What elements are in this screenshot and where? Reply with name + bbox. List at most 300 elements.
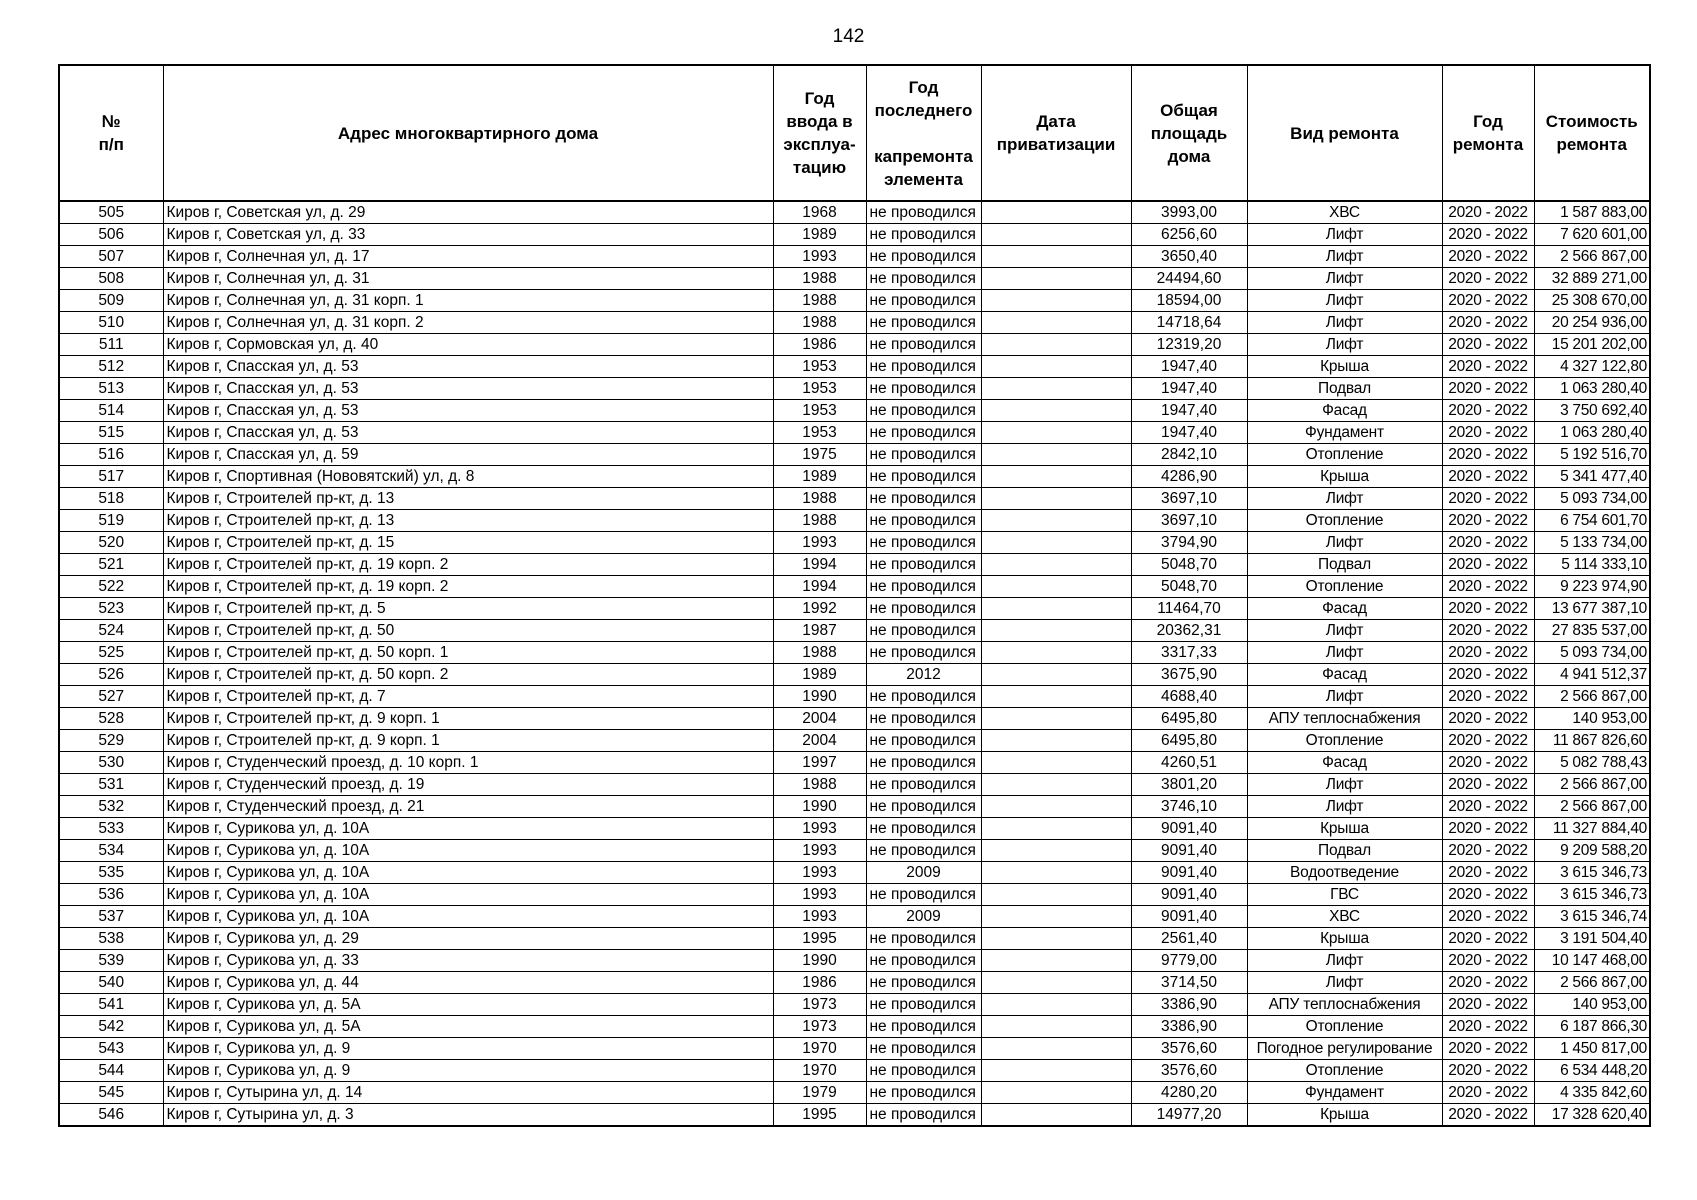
table-row [59,488,1650,510]
cell-repair-year: 2020 - 2022 [1442,1016,1534,1038]
cell-address: Киров г, Сутырина ул, д. 14 [163,1082,773,1104]
cell-privatization [981,642,1131,664]
cell-cost: 9 209 588,20 [1534,840,1650,862]
cell-year-built: 1988 [773,312,866,334]
cell-repair-year: 2020 - 2022 [1442,620,1534,642]
cell-num: 518 [59,488,163,510]
cell-privatization [981,752,1131,774]
cell-year-built: 1986 [773,972,866,994]
cell-last-repair: не проводился [866,620,981,642]
cell-last-repair: не проводился [866,488,981,510]
cell-year-built: 1973 [773,1016,866,1038]
cell-address: Киров г, Солнечная ул, д. 17 [163,246,773,268]
table-row [59,752,1650,774]
cell-repair-year: 2020 - 2022 [1442,466,1534,488]
table-row [59,906,1650,928]
cell-cost: 10 147 468,00 [1534,950,1650,972]
table-row [59,422,1650,444]
cell-area: 3675,90 [1131,664,1247,686]
table-row [59,642,1650,664]
cell-privatization [981,444,1131,466]
cell-year-built: 1970 [773,1038,866,1060]
cell-address: Киров г, Советская ул, д. 29 [163,201,773,224]
cell-area: 1947,40 [1131,400,1247,422]
table-row [59,664,1650,686]
cell-year-built: 1975 [773,444,866,466]
cell-repair-type: Крыша [1247,818,1442,840]
cell-year-built: 1953 [773,378,866,400]
cell-repair-type: Отопление [1247,444,1442,466]
cell-repair-year: 2020 - 2022 [1442,246,1534,268]
cell-address: Киров г, Сурикова ул, д. 10А [163,818,773,840]
cell-cost: 3 191 504,40 [1534,928,1650,950]
cell-address: Киров г, Строителей пр-кт, д. 50 [163,620,773,642]
table-row [59,840,1650,862]
cell-privatization [981,1016,1131,1038]
cell-area: 20362,31 [1131,620,1247,642]
cell-address: Киров г, Сурикова ул, д. 10А [163,862,773,884]
cell-num: 514 [59,400,163,422]
cell-num: 510 [59,312,163,334]
cell-repair-type: Водоотведение [1247,862,1442,884]
cell-num: 541 [59,994,163,1016]
cell-address: Киров г, Сурикова ул, д. 9 [163,1060,773,1082]
cell-last-repair: не проводился [866,554,981,576]
cell-privatization [981,906,1131,928]
cell-cost: 17 328 620,40 [1534,1104,1650,1127]
cell-cost: 11 327 884,40 [1534,818,1650,840]
cell-privatization [981,796,1131,818]
cell-last-repair: не проводился [866,290,981,312]
cell-num: 542 [59,1016,163,1038]
header-repair-type: Вид ремонта [1247,65,1442,201]
cell-repair-type: Фундамент [1247,422,1442,444]
cell-privatization [981,884,1131,906]
cell-address: Киров г, Строителей пр-кт, д. 19 корп. 2 [163,576,773,598]
cell-last-repair: не проводился [866,1016,981,1038]
cell-area: 3746,10 [1131,796,1247,818]
cell-year-built: 1993 [773,532,866,554]
table-row [59,994,1650,1016]
cell-repair-type: Фасад [1247,752,1442,774]
cell-num: 512 [59,356,163,378]
cell-address: Киров г, Сурикова ул, д. 5А [163,1016,773,1038]
header-cost: Стоимость ремонта [1534,65,1650,201]
cell-last-repair: не проводился [866,224,981,246]
cell-repair-type: ХВС [1247,201,1442,224]
cell-area: 2561,40 [1131,928,1247,950]
cell-area: 9091,40 [1131,840,1247,862]
cell-address: Киров г, Спасская ул, д. 53 [163,378,773,400]
cell-cost: 5 082 788,43 [1534,752,1650,774]
cell-num: 507 [59,246,163,268]
cell-repair-type: Лифт [1247,950,1442,972]
cell-area: 3697,10 [1131,488,1247,510]
cell-cost: 2 566 867,00 [1534,972,1650,994]
cell-cost: 4 335 842,60 [1534,1082,1650,1104]
cell-num: 544 [59,1060,163,1082]
cell-repair-year: 2020 - 2022 [1442,510,1534,532]
cell-area: 5048,70 [1131,576,1247,598]
cell-num: 533 [59,818,163,840]
cell-cost: 140 953,00 [1534,708,1650,730]
cell-repair-year: 2020 - 2022 [1442,862,1534,884]
table-row [59,972,1650,994]
cell-repair-type: Крыша [1247,928,1442,950]
cell-year-built: 1989 [773,664,866,686]
cell-last-repair: не проводился [866,356,981,378]
cell-repair-type: Погодное регулирование [1247,1038,1442,1060]
cell-num: 537 [59,906,163,928]
cell-num: 546 [59,1104,163,1127]
cell-area: 3650,40 [1131,246,1247,268]
cell-privatization [981,334,1131,356]
cell-area: 14977,20 [1131,1104,1247,1127]
cell-cost: 11 867 826,60 [1534,730,1650,752]
cell-repair-year: 2020 - 2022 [1442,1038,1534,1060]
table-row [59,708,1650,730]
cell-repair-year: 2020 - 2022 [1442,686,1534,708]
table-row [59,598,1650,620]
cell-repair-year: 2020 - 2022 [1442,664,1534,686]
cell-address: Киров г, Строителей пр-кт, д. 13 [163,488,773,510]
cell-year-built: 1989 [773,224,866,246]
cell-year-built: 1973 [773,994,866,1016]
cell-year-built: 1986 [773,334,866,356]
table-row [59,334,1650,356]
cell-privatization [981,201,1131,224]
cell-year-built: 1995 [773,928,866,950]
cell-repair-type: Отопление [1247,1016,1442,1038]
cell-num: 517 [59,466,163,488]
cell-repair-type: Лифт [1247,488,1442,510]
header-privatization: Дата приватизации [981,65,1131,201]
cell-area: 1947,40 [1131,422,1247,444]
cell-address: Киров г, Строителей пр-кт, д. 15 [163,532,773,554]
cell-address: Киров г, Строителей пр-кт, д. 5 [163,598,773,620]
cell-address: Киров г, Сурикова ул, д. 9 [163,1038,773,1060]
cell-last-repair: не проводился [866,1082,981,1104]
cell-area: 4286,90 [1131,466,1247,488]
cell-repair-type: Лифт [1247,532,1442,554]
cell-cost: 1 063 280,40 [1534,378,1650,400]
cell-cost: 5 093 734,00 [1534,488,1650,510]
cell-year-built: 1979 [773,1082,866,1104]
cell-num: 513 [59,378,163,400]
cell-privatization [981,950,1131,972]
cell-year-built: 1970 [773,1060,866,1082]
table-row [59,1038,1650,1060]
cell-privatization [981,554,1131,576]
cell-repair-year: 2020 - 2022 [1442,1082,1534,1104]
table-header [59,65,1650,201]
cell-area: 6256,60 [1131,224,1247,246]
cell-last-repair: не проводился [866,400,981,422]
cell-privatization [981,994,1131,1016]
cell-cost: 4 941 512,37 [1534,664,1650,686]
cell-address: Киров г, Строителей пр-кт, д. 50 корп. 2 [163,664,773,686]
cell-num: 536 [59,884,163,906]
cell-repair-year: 2020 - 2022 [1442,576,1534,598]
cell-year-built: 1992 [773,598,866,620]
cell-privatization [981,620,1131,642]
cell-num: 545 [59,1082,163,1104]
cell-privatization [981,422,1131,444]
cell-num: 526 [59,664,163,686]
cell-cost: 5 192 516,70 [1534,444,1650,466]
cell-privatization [981,224,1131,246]
cell-year-built: 1988 [773,642,866,664]
table-row [59,400,1650,422]
cell-area: 3697,10 [1131,510,1247,532]
table-row [59,510,1650,532]
cell-year-built: 1988 [773,488,866,510]
cell-privatization [981,774,1131,796]
cell-last-repair: не проводился [866,840,981,862]
cell-area: 12319,20 [1131,334,1247,356]
cell-area: 4260,51 [1131,752,1247,774]
cell-privatization [981,1038,1131,1060]
table-row [59,246,1650,268]
cell-privatization [981,862,1131,884]
cell-year-built: 1953 [773,356,866,378]
cell-repair-type: ГВС [1247,884,1442,906]
cell-year-built: 1988 [773,774,866,796]
cell-repair-type: Лифт [1247,334,1442,356]
table-row [59,444,1650,466]
cell-repair-year: 2020 - 2022 [1442,201,1534,224]
table-row [59,1016,1650,1038]
cell-repair-type: Отопление [1247,576,1442,598]
table-row [59,554,1650,576]
cell-repair-year: 2020 - 2022 [1442,334,1534,356]
cell-repair-year: 2020 - 2022 [1442,950,1534,972]
table-row [59,862,1650,884]
cell-year-built: 1993 [773,246,866,268]
cell-num: 543 [59,1038,163,1060]
cell-num: 524 [59,620,163,642]
cell-cost: 5 341 477,40 [1534,466,1650,488]
cell-repair-type: Лифт [1247,796,1442,818]
cell-area: 11464,70 [1131,598,1247,620]
capital-repair-table [58,64,1651,1127]
cell-area: 3576,60 [1131,1038,1247,1060]
cell-repair-year: 2020 - 2022 [1442,488,1534,510]
cell-area: 9779,00 [1131,950,1247,972]
table-row [59,1060,1650,1082]
cell-last-repair: не проводился [866,708,981,730]
cell-repair-type: Лифт [1247,312,1442,334]
cell-repair-year: 2020 - 2022 [1442,840,1534,862]
table-row [59,818,1650,840]
header-last-repair: Год последнего капремонта элемента [866,65,981,201]
cell-year-built: 1994 [773,576,866,598]
table-row [59,224,1650,246]
cell-repair-year: 2020 - 2022 [1442,906,1534,928]
cell-num: 531 [59,774,163,796]
table-row [59,312,1650,334]
cell-address: Киров г, Спасская ул, д. 59 [163,444,773,466]
table-row [59,620,1650,642]
cell-address: Киров г, Сурикова ул, д. 29 [163,928,773,950]
cell-privatization [981,664,1131,686]
cell-year-built: 1997 [773,752,866,774]
cell-repair-type: Лифт [1247,290,1442,312]
table-row [59,378,1650,400]
cell-repair-type: Крыша [1247,466,1442,488]
cell-cost: 1 450 817,00 [1534,1038,1650,1060]
cell-privatization [981,708,1131,730]
cell-cost: 3 615 346,73 [1534,862,1650,884]
cell-cost: 3 750 692,40 [1534,400,1650,422]
cell-year-built: 1993 [773,840,866,862]
cell-repair-type: Лифт [1247,642,1442,664]
cell-area: 18594,00 [1131,290,1247,312]
cell-last-repair: не проводился [866,312,981,334]
cell-address: Киров г, Студенческий проезд, д. 19 [163,774,773,796]
cell-cost: 7 620 601,00 [1534,224,1650,246]
cell-address: Киров г, Сурикова ул, д. 10А [163,884,773,906]
cell-area: 24494,60 [1131,268,1247,290]
cell-num: 535 [59,862,163,884]
cell-privatization [981,928,1131,950]
cell-address: Киров г, Солнечная ул, д. 31 [163,268,773,290]
cell-last-repair: не проводился [866,730,981,752]
cell-repair-type: Фасад [1247,664,1442,686]
table-row [59,1104,1650,1127]
cell-repair-year: 2020 - 2022 [1442,994,1534,1016]
cell-last-repair: не проводился [866,334,981,356]
cell-privatization [981,532,1131,554]
cell-privatization [981,356,1131,378]
cell-address: Киров г, Спортивная (Нововятский) ул, д. 8 [163,466,773,488]
cell-last-repair: 2009 [866,862,981,884]
cell-address: Киров г, Спасская ул, д. 53 [163,356,773,378]
cell-cost: 2 566 867,00 [1534,686,1650,708]
cell-repair-year: 2020 - 2022 [1442,972,1534,994]
table-row [59,201,1650,224]
cell-last-repair: не проводился [866,686,981,708]
table-row [59,928,1650,950]
table-row [59,1082,1650,1104]
cell-repair-year: 2020 - 2022 [1442,312,1534,334]
cell-cost: 9 223 974,90 [1534,576,1650,598]
cell-area: 4688,40 [1131,686,1247,708]
cell-cost: 2 566 867,00 [1534,246,1650,268]
cell-area: 1947,40 [1131,356,1247,378]
cell-year-built: 1994 [773,554,866,576]
cell-last-repair: не проводился [866,950,981,972]
cell-num: 525 [59,642,163,664]
cell-num: 516 [59,444,163,466]
cell-last-repair: не проводился [866,796,981,818]
cell-cost: 5 093 734,00 [1534,642,1650,664]
cell-repair-year: 2020 - 2022 [1442,884,1534,906]
cell-privatization [981,576,1131,598]
cell-cost: 1 587 883,00 [1534,201,1650,224]
cell-num: 508 [59,268,163,290]
cell-num: 528 [59,708,163,730]
cell-area: 3317,33 [1131,642,1247,664]
cell-area: 9091,40 [1131,862,1247,884]
cell-privatization [981,268,1131,290]
cell-address: Киров г, Сурикова ул, д. 44 [163,972,773,994]
cell-last-repair: не проводился [866,1038,981,1060]
cell-cost: 27 835 537,00 [1534,620,1650,642]
cell-num: 540 [59,972,163,994]
cell-address: Киров г, Спасская ул, д. 53 [163,400,773,422]
cell-num: 522 [59,576,163,598]
cell-area: 3714,50 [1131,972,1247,994]
cell-address: Киров г, Советская ул, д. 33 [163,224,773,246]
cell-repair-year: 2020 - 2022 [1442,224,1534,246]
cell-area: 6495,80 [1131,708,1247,730]
header-area: Общая площадь дома [1131,65,1247,201]
cell-last-repair: не проводился [866,598,981,620]
cell-repair-type: Отопление [1247,730,1442,752]
cell-year-built: 1990 [773,686,866,708]
cell-privatization [981,466,1131,488]
cell-address: Киров г, Строителей пр-кт, д. 9 корп. 1 [163,730,773,752]
cell-num: 509 [59,290,163,312]
cell-repair-type: Крыша [1247,1104,1442,1127]
cell-area: 3794,90 [1131,532,1247,554]
cell-cost: 3 615 346,73 [1534,884,1650,906]
cell-num: 532 [59,796,163,818]
cell-cost: 6 754 601,70 [1534,510,1650,532]
cell-repair-year: 2020 - 2022 [1442,928,1534,950]
cell-year-built: 1990 [773,796,866,818]
cell-repair-type: Лифт [1247,246,1442,268]
cell-repair-type: Лифт [1247,686,1442,708]
cell-area: 3386,90 [1131,994,1247,1016]
cell-last-repair: не проводился [866,928,981,950]
cell-repair-year: 2020 - 2022 [1442,268,1534,290]
cell-privatization [981,972,1131,994]
cell-year-built: 1988 [773,510,866,532]
cell-address: Киров г, Сурикова ул, д. 5А [163,994,773,1016]
cell-privatization [981,400,1131,422]
cell-area: 9091,40 [1131,906,1247,928]
cell-area: 6495,80 [1131,730,1247,752]
cell-repair-type: Фасад [1247,598,1442,620]
cell-cost: 25 308 670,00 [1534,290,1650,312]
cell-address: Киров г, Солнечная ул, д. 31 корп. 1 [163,290,773,312]
cell-last-repair: не проводился [866,1104,981,1127]
cell-last-repair: не проводился [866,378,981,400]
cell-year-built: 1989 [773,466,866,488]
cell-cost: 140 953,00 [1534,994,1650,1016]
cell-repair-type: Лифт [1247,224,1442,246]
cell-year-built: 1993 [773,862,866,884]
header-num: № п/п [59,65,163,201]
cell-year-built: 1995 [773,1104,866,1127]
cell-address: Киров г, Солнечная ул, д. 31 корп. 2 [163,312,773,334]
cell-cost: 2 566 867,00 [1534,796,1650,818]
cell-num: 515 [59,422,163,444]
cell-last-repair: не проводился [866,268,981,290]
page-number: 142 [832,26,865,47]
cell-cost: 15 201 202,00 [1534,334,1650,356]
cell-repair-year: 2020 - 2022 [1442,730,1534,752]
cell-privatization [981,312,1131,334]
cell-repair-year: 2020 - 2022 [1442,290,1534,312]
cell-cost: 4 327 122,80 [1534,356,1650,378]
cell-area: 5048,70 [1131,554,1247,576]
cell-repair-year: 2020 - 2022 [1442,378,1534,400]
cell-address: Киров г, Сурикова ул, д. 10А [163,840,773,862]
cell-privatization [981,686,1131,708]
